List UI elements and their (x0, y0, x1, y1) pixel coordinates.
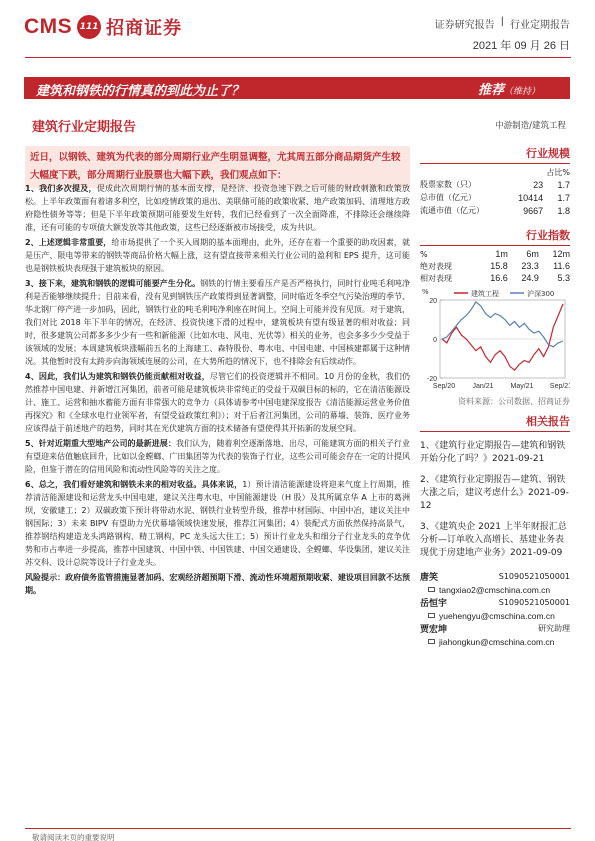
logo-cms-text: CMS (24, 15, 73, 38)
chart-source: 资料来源：公司数据、招商证券 (458, 397, 570, 406)
table-row: 股票家数（只） 23 1.7 (420, 179, 570, 190)
report-title: 建筑和钢铁的行情真的到此为止了？ (36, 84, 245, 99)
paragraph-4: 4、因此，我们认为建筑和钢铁仍能贡献相对收益，尽管它们的投资逻辑并不相同。10 月份的金秋，我们仍然推荐中国电建、并新增江河集团，前者可能是建筑板块非常纯正的受益于双碳目标的标的，它在清洁能源设计、施工、运营和抽水蓄能方面有非常强大的竞争力（具体请参考中国电建深度报告《清洁能源运营业务价值再探究》和《全球水电行业领军者，有望受益政策红利》）；对于后者江河集团，公司的幕墙、装饰、医疗业务应该得益于前述地产的趋势，同时其在光伏建筑方面的技术储备有望使得其开拓新的发展空间。 (25, 372, 410, 433)
paragraph-5: 5、针对近期重大型地产公司的最新进展：我们认为，随着利空逐渐落地、出尽，可能建筑方面的相关子行业有望迎来估值触底回升，比如以金螳螂、广田集团等为代表的装饰子行业，这些公司可能会存在一定的计提风险，但鉴于潜在的信用风险和流动性风险等的关注之度。 (25, 439, 410, 474)
y-tick-label: 20 (429, 298, 437, 305)
paragraph-3: 3、接下来，建筑和钢铁的逻辑可能要产生分化。钢铁的行情主要看压产是否严格执行，同时行业吨毛利吨净利是否能够继续提升；目前来看，没有见到钢铁压产政策得到显著调整，同时临近冬季空气污染治理的季节、华北钢厂停产进一步加码，因此，钢铁行业的吨毛利吨净利座在时间上，空间上可能并没有见顶。对于建筑，我们对比 2018 年下半年的情况，在经济、投资快速下滑的过程中，建筑板块有望有级显著的相对收益；同时，很多建筑公司都多多少少有一些和新能源（比如水电、风电、光伏等）相关的业务，也会多多少少受益于该领域的发展；本周建筑板块涨幅前五名的上海建工、森特股份、粤水电、中国电建、中国核建都属于这种情况。其他暂时没有太跨步向海领域连展的公司，在大势所趋的情况下，也不排除会有后续动作。 (25, 279, 410, 366)
analyst-row: 岳恒宇 S1090521050001 (420, 598, 570, 609)
index-chart-svg (420, 286, 570, 394)
table-row: 绝对表现 15.8 23.3 11.6 (420, 261, 570, 271)
mail-icon (428, 613, 435, 618)
legend-label: 沪深300 (527, 290, 555, 298)
table-row: 总市值（亿元） 10414 1.7 (420, 192, 570, 203)
analyst-email[interactable]: jiahongkun@cmschina.com.cn (420, 635, 570, 648)
report-date: 2021 年 09 月 26 日 (472, 40, 570, 52)
related-reports (420, 413, 570, 560)
analyst-row: 贾宏坤 研究助理 (420, 624, 570, 635)
index-chart (420, 286, 570, 394)
analyst-list (420, 570, 570, 648)
industry-scale-table (420, 178, 570, 217)
paragraph-2: 2、上述逻辑非常重要，给市场提供了一个买入周期的基本面理由，此外，还存在着一个重要的助攻因素，就是压产、限电等带来的钢铁等商品价格大幅上涨，这有望直接带来相关行业公司的盈利和 EPS 提升，这可能也是钢铁板块表现强于建筑板块的原因。 (25, 238, 410, 273)
analyst-email[interactable]: yuehengyu@cmschina.com.cn (420, 609, 570, 622)
sidebar (420, 145, 570, 648)
logo-chinese-text: 招商证券 (106, 18, 183, 39)
logo-badge-icon: 111 (77, 15, 101, 39)
analyst-email[interactable]: tangxiao2@cmschina.com.cn (420, 583, 570, 596)
company-logo (24, 14, 182, 40)
y-tick-label: 0 (433, 337, 437, 344)
industry-index-heading: 行业指数 (420, 227, 570, 246)
main-body (25, 182, 410, 597)
series-line (442, 304, 563, 370)
paragraph-6: 6、总之，我们看好建筑和钢铁未来的相对收益。具体来说，1）预计清洁能源建设将迎来气度上行周期，推荐清洁能源建设和运营龙头中国电建，建议关注粤水电，中国能源建设（H 股）及其所属京华 A 上市的葛洲坝，安徽建工；2）双碳政策下预计将带动水泥、钢铁行业转型升级，推荐中材国际、中国中冶，建议关注中钢国际；3）未来 BIPV 有望助力光伏幕墙领域快速发展，推荐江河集团；4）装配式方面依然保持高景气，推荐钢结构建造龙头鸿路钢构、精工钢构，PC 龙头远大住工；5）预计行业龙头和细分子行业龙头的竞争优势和市占率进一步提高，推荐中国建筑、中国中铁、中国铁建、中国交通建设、全螳螂、华设集团，建议关注苏交科、设计总院等设计子行业龙头。 (25, 480, 410, 567)
industry-index-table (420, 248, 570, 284)
analyst-row: 唐笑 S1090521050001 (420, 572, 570, 583)
pct-unit: 占比% (546, 168, 570, 177)
report-type: 证券研究报告 (434, 20, 495, 31)
table-row: 相对表现 16.6 24.9 5.3 (420, 273, 570, 283)
related-report-link[interactable]: 3、《建筑央企 2021 上半年财报汇总分析—订单收入高增长、基建业务表现优于房建地产业务》2021-09-09 (420, 522, 567, 558)
mail-icon (428, 639, 435, 644)
y-unit-label: % (422, 288, 429, 296)
report-subtitle: 建筑行业定期报告 (32, 120, 137, 135)
summary-box: 近日，以钢铁、建筑为代表的部分周期行业产生明显调整，尤其周五部分商品期货产生较大幅度下跌，部分周期行业股票也大幅下跌，我们观点如下： (25, 146, 410, 188)
x-tick-label: May/21 (510, 383, 534, 390)
footer-divider (25, 828, 571, 829)
x-tick-label: Sep/20 (432, 383, 456, 390)
related-heading: 相关报告 (420, 413, 570, 432)
related-report-link[interactable]: 1、《建筑行业定期报告—建筑和钢铁开始分化了吗？》2021-09-21 (420, 441, 566, 464)
report-subtype: 行业定期报告 (510, 20, 570, 31)
mail-icon (428, 587, 435, 592)
industry-label: 中游制造/建筑工程 (495, 121, 566, 131)
table-row: 流通市值（亿元） 9667 1.8 (420, 205, 570, 216)
x-tick-label: Sep/21 (549, 383, 570, 390)
industry-scale-heading: 行业规模 (420, 145, 570, 164)
paragraph-1: 1、我们多次提及，促成此次周期行情的基本面支撑，是经济、投资急速下跌之后可能的财政刺激和政策放松。上半年政策面有着诸多利空，比如疫情政策的退出、美联储可能的政策收紧、地产政策加码、清理地方政府隐性债务等等；但是下半年政策预期可能要发生好转，我们已经看到了一次全面降准，不排除还会继续降准，还有可能的专项债大额发放等其他政策，这些已经逐渐被市场接受，成为共识。 (25, 184, 410, 232)
related-report-link[interactable]: 2、《建筑行业定期报告—建筑、钢铁大涨之后，建议考虑什么》2021-09-12 (420, 475, 569, 511)
series-line (442, 302, 563, 347)
table-header-row: % 1m 6m 12m (420, 249, 570, 259)
legend-label: 建筑工程 (471, 290, 499, 298)
x-tick-label: Jan/21 (472, 383, 494, 390)
header-divider (25, 57, 571, 58)
y-tick-label: -20 (426, 376, 437, 383)
risk-warning: 风险提示：政府债务监管措施显著加码、宏观经济超预期下滑、流动性环境超预期收紧、建设项目回款不达预期。 (25, 573, 410, 595)
rating-badge: 推荐（维持） (477, 83, 540, 98)
report-meta: 证券研究报告 | 行业定期报告 2021 年 09 月 26 日 (434, 16, 570, 52)
title-band (24, 77, 570, 99)
footer-note: 敬请阅读末页的重要说明 (32, 833, 115, 841)
